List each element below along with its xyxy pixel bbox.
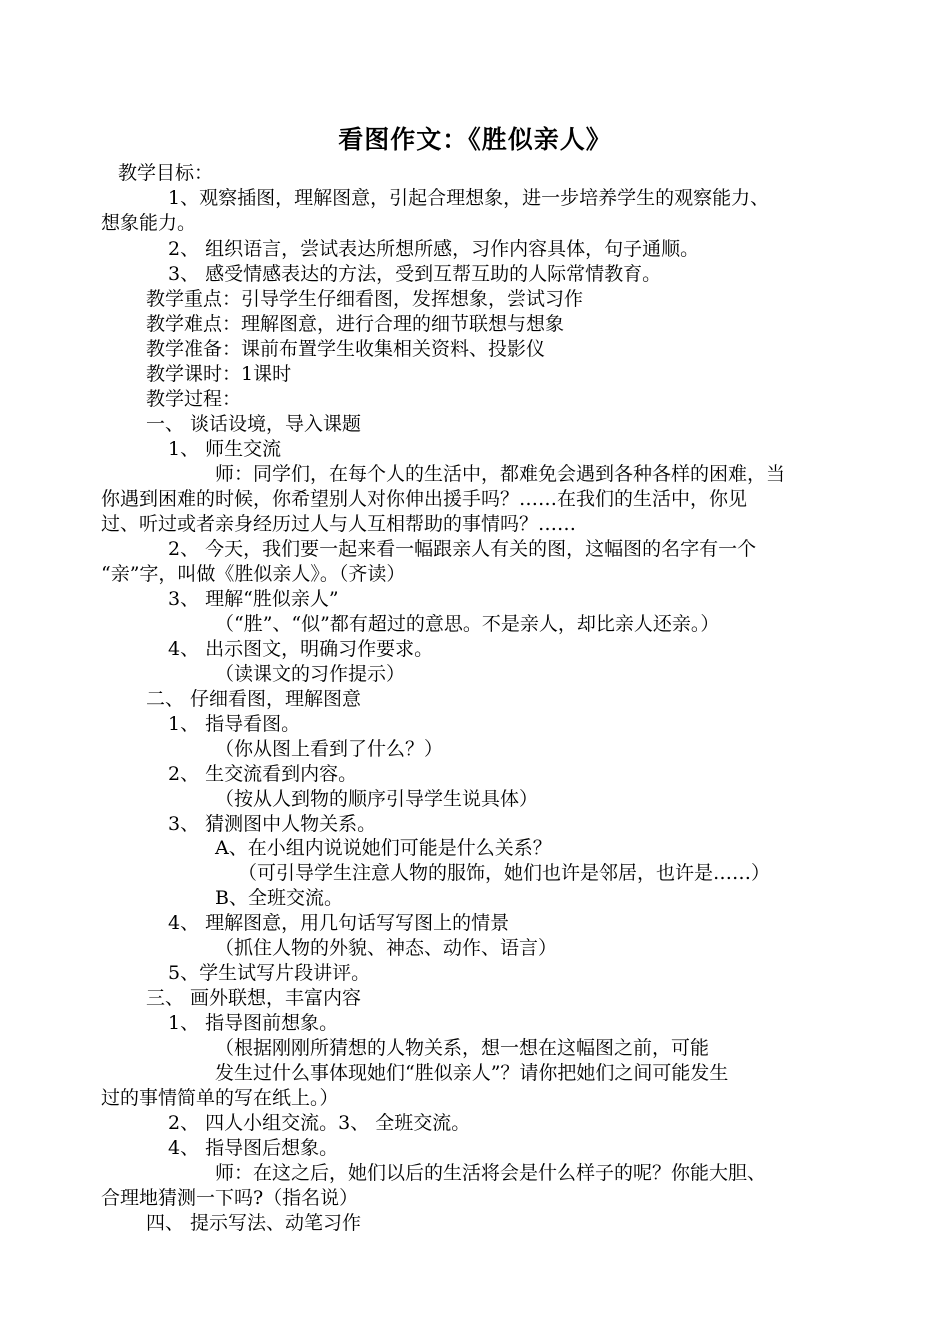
text-line: 教学课时：1课时 [146,363,292,385]
text-line: 二、 仔细看图，理解图意 [146,688,362,710]
text-line: 1、观察插图，理解图意，引起合理想象，进一步培养学生的观察能力、 [168,187,770,209]
text-line: 合理地猜测一下吗?（指名说） [101,1187,359,1209]
text-line: 3、 猜测图中人物关系。 [168,813,377,835]
text-line: （按从人到物的顺序引导学生说具体） [215,788,539,810]
text-line: 想象能力。 [101,212,197,234]
text-line: （你从图上看到了什么？） [215,738,444,760]
text-line: 教学重点：引导学生仔细看图，发挥想象，尝试习作 [146,288,584,310]
text-line: （读课文的习作提示） [215,663,406,685]
text-line: 过、听过或者亲身经历过人与人互相帮助的事情吗？…… [101,513,577,535]
text-line: 教学目标： [118,162,214,184]
text-line: “亲”字，叫做《胜似亲人》。（齐读） [101,563,406,585]
text-line: 教学过程： [146,388,242,410]
text-line: 1、 指导看图。 [168,713,301,735]
text-line: 4、 出示图文，明确习作要求。 [168,638,434,660]
document-title: 看图作文：《胜似亲人》 [338,125,612,154]
text-line: 3、 感受情感表达的方法，受到互帮互助的人际常情教育。 [168,263,662,285]
text-line: 四、 提示写法、动笔习作 [146,1212,362,1234]
text-line: 师：在这之后，她们以后的生活将会是什么样子的呢？你能大胆、 [215,1162,767,1184]
text-line: 教学准备：课前布置学生收集相关资料、投影仪 [146,338,546,360]
text-line: 5、学生试写片段讲评。 [168,962,371,984]
text-line: 发生过什么事体现她们“胜似亲人”？请你把她们之间可能发生 [215,1062,729,1084]
text-line: 2、 四人小组交流。3、 全班交流。 [168,1112,471,1134]
text-line: 3、 理解“胜似亲人” [168,588,339,610]
text-line: 你遇到困难的时候，你希望别人对你伸出援手吗？……在我们的生活中，你见 [101,488,748,510]
text-line: 一、 谈话设境，导入课题 [146,413,362,435]
text-line: 2、 生交流看到内容。 [168,763,358,785]
text-line: A、在小组内说说她们可能是什么关系？ [215,837,552,859]
text-line: 1、 师生交流 [168,438,282,460]
text-line: （可引导学生注意人物的服饰，她们也许是邻居，也许是……） [238,862,771,884]
text-line: 2、 组织语言，尝试表达所想所感，习作内容具体，句子通顺。 [168,238,700,260]
text-line: （抓住人物的外貌、神态、动作、语言） [215,937,558,959]
text-line: 4、 指导图后想象。 [168,1137,339,1159]
text-line: 4、 理解图意，用几句话写写图上的情景 [168,912,510,934]
text-line: 三、 画外联想，丰富内容 [146,987,362,1009]
text-line: 教学难点：理解图意，进行合理的细节联想与想象 [146,313,565,335]
text-line: B、全班交流。 [215,887,343,909]
text-line: 过的事情简单的写在纸上。） [101,1087,339,1109]
text-line: 师：同学们，在每个人的生活中，都难免会遇到各种各样的困难，当 [215,463,786,485]
text-line: 2、 今天，我们要一起来看一幅跟亲人有关的图，这幅图的名字有一个 [168,538,757,560]
text-line: 1、 指导图前想象。 [168,1012,339,1034]
text-line: （根据刚刚所猜想的人物关系，想一想在这幅图之前，可能 [215,1037,710,1059]
text-line: （“胜”、“似”都有超过的意思。不是亲人，却比亲人还亲。） [215,613,720,635]
